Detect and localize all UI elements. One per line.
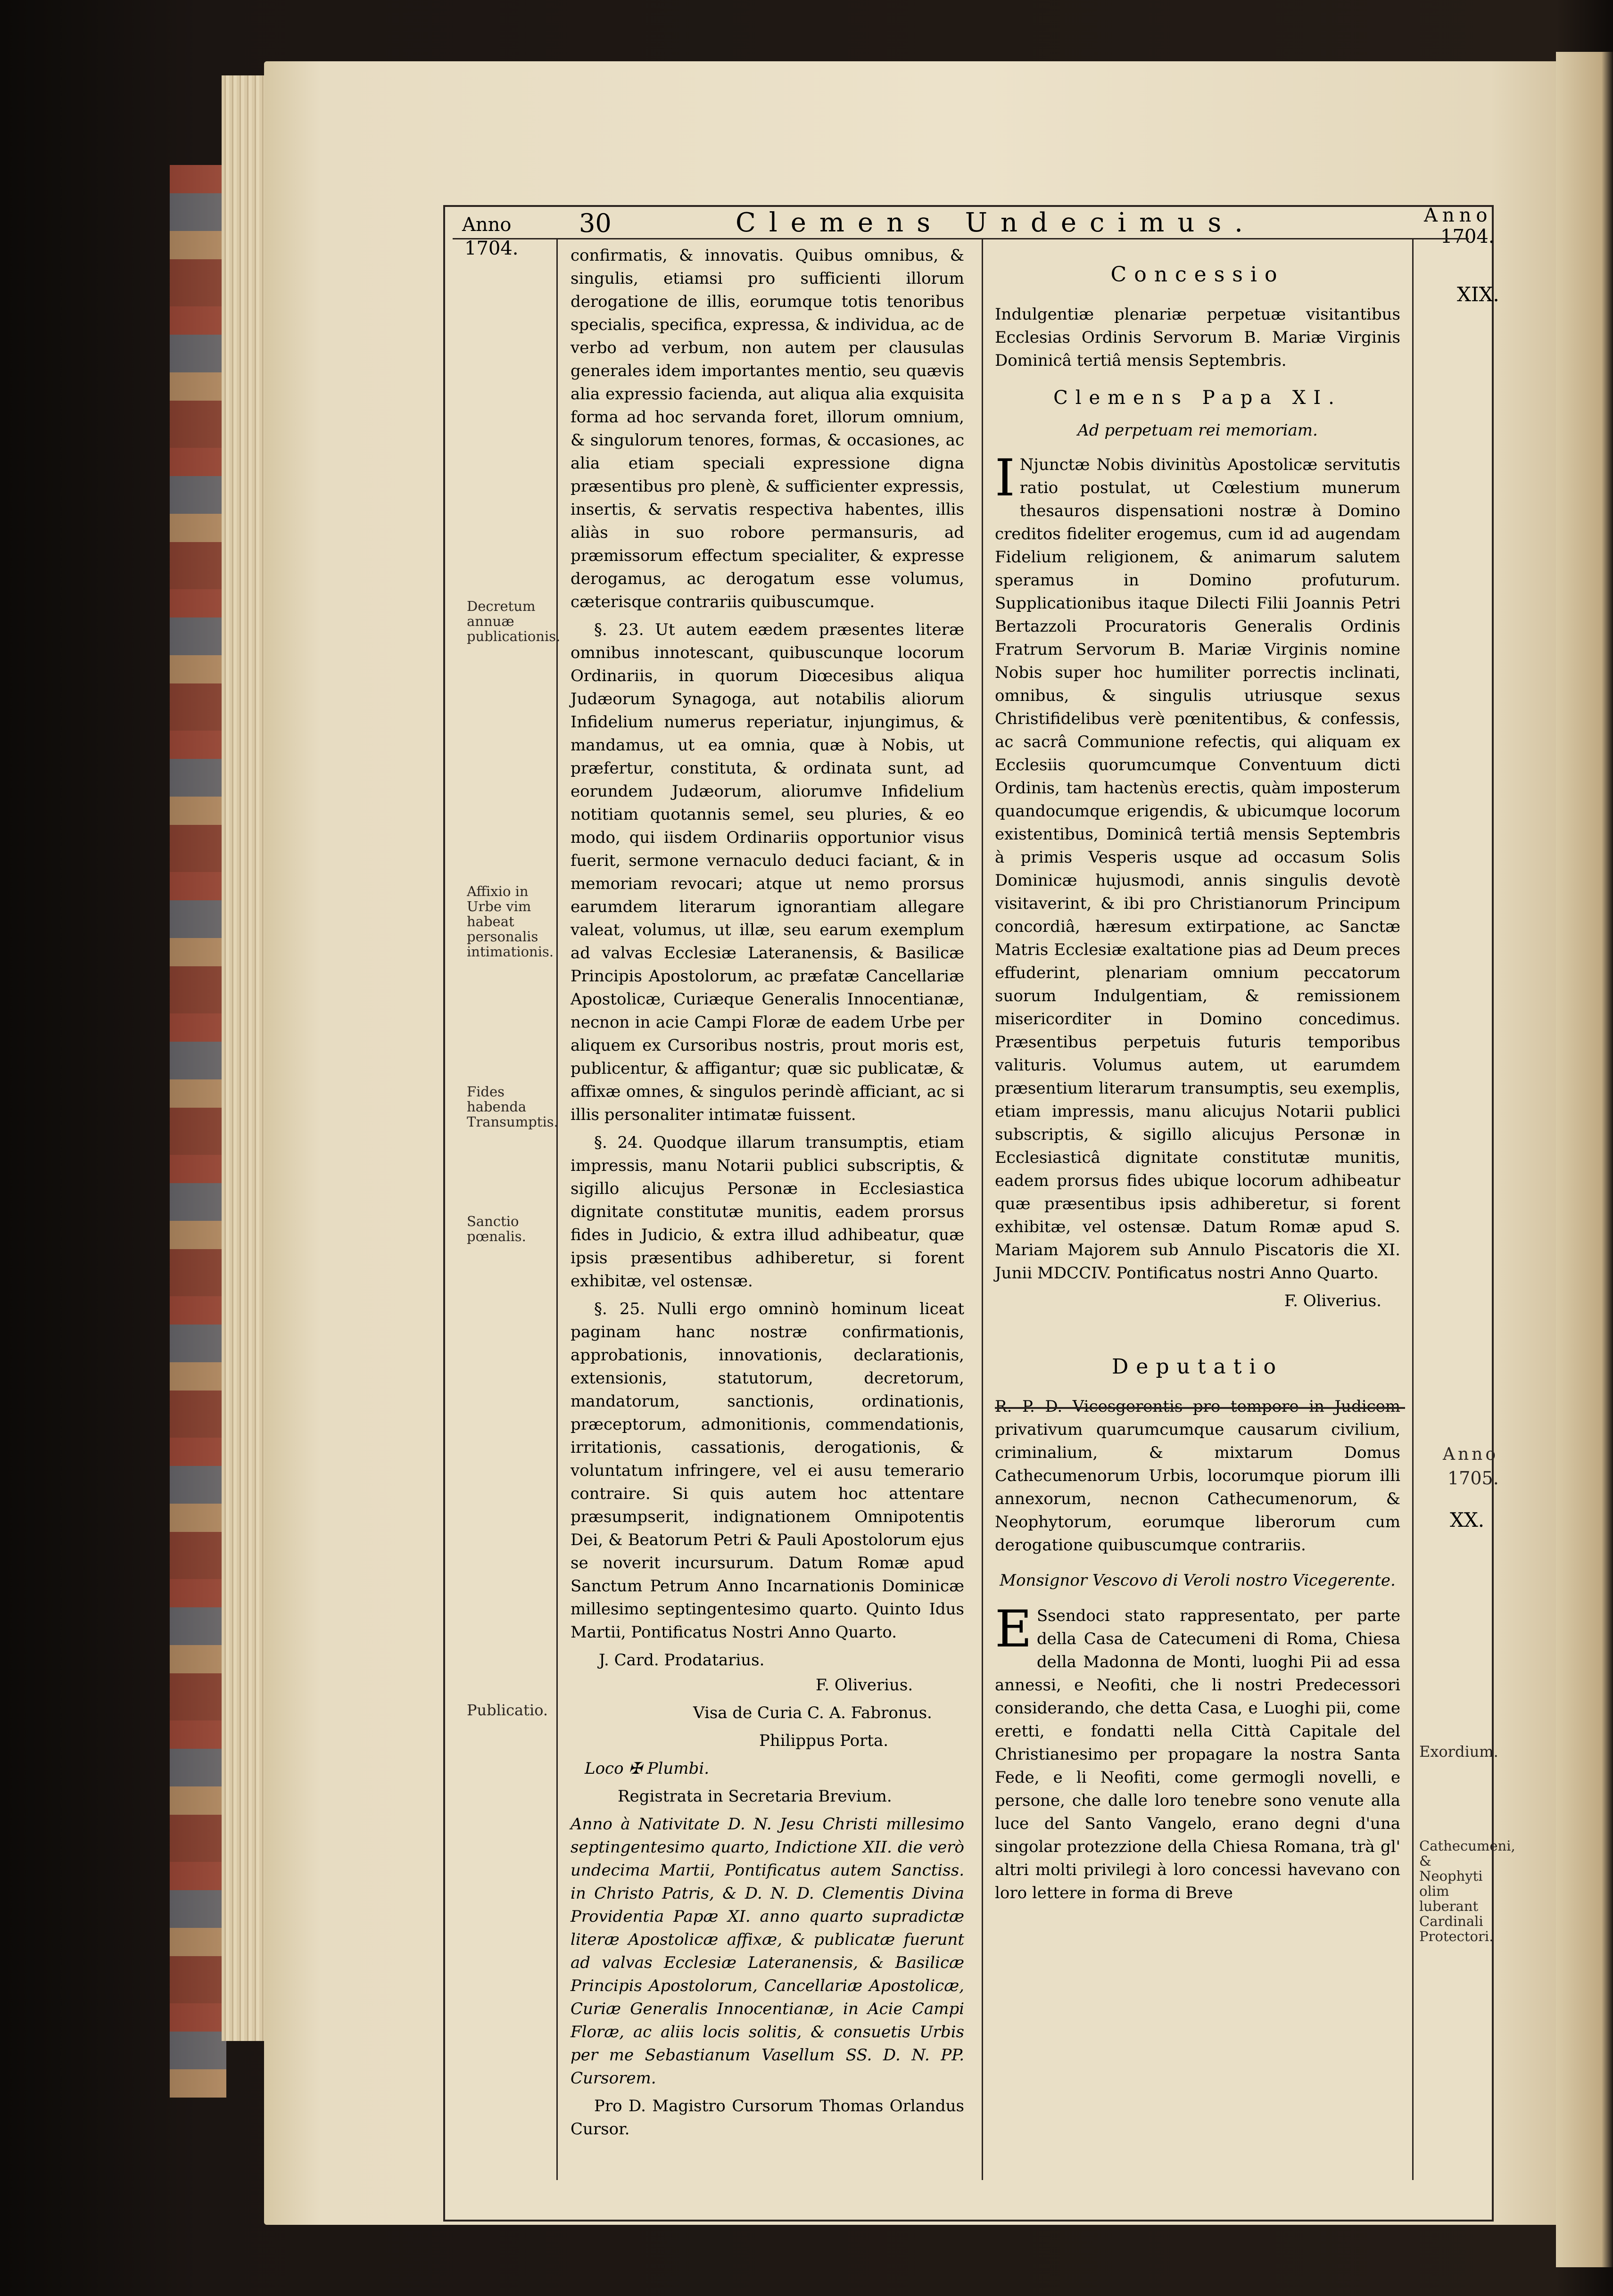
document-number-xx: XX. <box>1450 1508 1485 1531</box>
facing-page-edge <box>1556 52 1613 2267</box>
margin-note-sanctio: Sanctio pœnalis. <box>467 1213 526 1244</box>
left-margin-rule <box>556 238 558 2180</box>
marbled-binding-edge <box>170 165 226 2098</box>
initial-letter-e: E <box>995 1600 1032 1659</box>
publicatio-text: Anno à Nativitate D. N. Jesu Christi millesimo septingentesimo quarto, Indictione XII. die verò undecima Martii, Pontificatus autem Sanctiss. in Christo Patris, & D. N. D. Clementis Divina Providentia Papæ XI. anno quarto supradictæ literæ Apostolicæ affixæ, & publicatæ fuerunt ad valvas Ecclesiæ Lateranensis, & Basilicæ Principis Apostolorum, Cancellariæ Apostolicæ, Curiæ Generalis Innocentianæ, in Acie Campi Floræ, ac aliis locis solitis, & consuetis Urbis per me Sebastianum Vasellum SS. D. N. PP. Cursorem. <box>571 1815 964 2088</box>
registrata-line: Registrata in Secretaria Brevium. <box>618 1787 892 1806</box>
paragraph-24: §. 24. Quodque illarum transumptis, etiam impressis, manu Notarii publici subscriptis, & sigillo alicujus Personæ in Ecclesiastica dignitate constitutæ munitis, eadem prorsus fides in Judicio, & extra illud adhibeatur, quæ ipsis præsentibus adhiberetur, si forent exhibitæ, vel ostensæ. <box>571 1133 964 1291</box>
margin-year-1705: 1705. <box>1448 1468 1499 1489</box>
deputatio-heading: Deputatio <box>1112 1355 1283 1379</box>
section-separator-rule <box>995 1407 1405 1409</box>
running-title: Clemens Undecimus. <box>736 207 1256 238</box>
margin-note-exordium: Exordium. <box>1419 1743 1498 1761</box>
concessio-summary: Indulgentiæ plenariæ perpetuæ visitantibus Ecclesias Ordinis Servorum B. Mariæ Virginis Dominicâ tertiâ mensis Septembris. <box>995 305 1400 370</box>
paragraph-23: §. 23. Ut autem eædem præsentes literæ omnibus innotescant, quibuscunque locorum Ordinariis, in quorum Diœcesibus aliqua Judæorum Synagoga, aut notabilis aliorum Infidelium numerus reperiatur, injungimus, & mandamus, ut ea omnia, quæ à Nobis, ut præfertur, constituta, & ordinata sunt, ad eorundem Judæorum, aliorumve Infidelium notitiam quotannis semel, seu pluries, & eo modo, qui iisdem Ordinariis opportunior visus fuerit, sermone vernaculo deduci faciant, & in memoriam revocari; atque ut nemo prorsus earumdem literarum ignorantiam allegare valeat, volumus, ut illæ, seu earum exemplum ad valvas Ecclesiæ Lateranensis, & Basilicæ Principis Apostolorum, ac præfatæ Cancellariæ Apostolicæ, Curiæque Generalis Innocentianæ, necnon in acie Campi Floræ de eadem Urbe per aliquem ex Cursoribus nostris, prout moris est, publicentur, & affigantur; quæ sic publicatæ, & affixæ omnes, & singulos perindè afficiant, ac si illis personaliter intimatæ fuissent. <box>571 620 964 1124</box>
margin-note-publicatio: Publicatio. <box>467 1701 548 1719</box>
pro-magistro-line: Pro D. Magistro Cursorum Thomas Orlandus Cursor. <box>571 2097 964 2139</box>
page-number: 30 <box>579 208 612 238</box>
header-rule <box>453 238 1469 239</box>
signature-fabronus: Visa de Curia C. A. Fabronus. <box>693 1703 932 1722</box>
continuation-paragraph: confirmatis, & innovatis. Quibus omnibus, & singulis, etiamsi pro sufficienti illorum derogatione de illis, eorumque totis tenoribus specialis, specifica, expressa, & individua, ac de verbo ad verbum, non autem per clausulas generales idem importantes mentio, seu quævis alia expressio facienda, aut aliqua alia exquisita forma ad hoc servanda foret, illorum omnium, & singulorum tenores, formas, & occasiones, ac alia etiam speciali expressione digna præsentibus pro plenè, & sufficienter expressis, insertis, & servatis respectiva habentes, illis aliàs in suo robore permansuris, ad præmissorum effectum specialiter, & expresse derogamus, ac derogatum esse volumus, cæterisque contrariis quibuscumque. <box>571 246 964 611</box>
margin-note-fides: Fides habenda Transumptis. <box>467 1084 558 1130</box>
deputatio-summary: R. P. D. Vicesgerentis pro tempore in Judicem privativum quarumcumque causarum civilium, criminalium, & mixtarum Domus Cathecumenorum Urbis, locorumque piorum illi annexorum, necnon Cathecumenorum, & Neophytorum, eorumque liberorum cum derogatione quibuscumque contrariis. <box>995 1397 1400 1555</box>
left-text-column <box>571 244 964 2146</box>
signature-porta: Philippus Porta. <box>759 1731 889 1750</box>
deputatio-body: Ssendoci stato rappresentato, per parte della Casa de Catecumeni di Roma, Chiesa della Madonna de Monti, luoghi Pii ad essa annessi, e Neofiti, che li nostri Predecessori considerando, che detta Casa, e Luoghi pii, come eretti, e fondatti nella Città Capitale del Christianesimo per propagare la nostra Santa Fede, e li Neofiti, come germogli novelli, e persone, che dalle loro tenebre sono venute alla luce del Santo Vangelo, erano degni d'una singolar protezzione della Chiesa Romana, trà gl' altri molti privilegi à loro concessi havevano con loro lettere in forma di Breve <box>995 1606 1400 1902</box>
right-margin-rule <box>1412 238 1414 2180</box>
signature-oliverius: F. Oliverius. <box>816 1676 913 1695</box>
concessio-signature: F. Oliverius. <box>1284 1292 1381 1310</box>
right-text-column <box>995 244 1400 1909</box>
anno-right-label: Anno <box>1424 205 1492 226</box>
document-number-xix: XIX. <box>1457 283 1499 306</box>
year-right-label: 1704. <box>1440 226 1495 247</box>
concessio-body: Njunctæ Nobis divinitùs Apostolicæ servitutis ratio postulat, ut Cœlestium munerum thesauros dispensationi nostræ à Domino creditos fideliter erogemus, cum id ad augendam Fidelium religionem, & animarum salutem speramus in Domino profuturum. Supplicationibus itaque Dilecti Filii Joannis Petri Bertazzoli Procuratoris Generalis Ordinis Fratrum Servorum B. Mariæ Virginis nomine Nobis super hoc humiliter porrectis inclinati, omnibus, & singulis utriusque sexus Christifidelibus verè pœnitentibus, & confessis, ac sacrâ Communione refectis, qui aliquam ex Ecclesiis quorumcumque Conventuum dicti Ordinis, tam hactenùs erectis, quàm imposterum quandocumque erigendis, & ubicumque locorum existentibus, Dominicâ tertiâ mensis Septembris à primis Vesperis usque ad occasum Solis Dominicæ hujusmodi, annis singulis devotè visitaverint, & ibi pro Christianorum Principum concordiâ, hæresum extirpatione, ac Sanctæ Matris Ecclesiæ exaltatione pias ad Deum preces effuderint, plenariam omnium peccatorum suorum Indulgentiam, & remissionem misericorditer in Domino concedimus. Præsentibus perpetuis futuris temporibus valituris. Volumus autem, ut earumdem præsentium literarum transumptis, seu exemplis, etiam impressis, manu alicujus Notarii publici subscriptis, & sigillo alicujus Personæ in Ecclesiasticâ dignitate constitutæ munitis, eadem prorsus fides ubique locorum adhibeatur quæ præsentibus ipsis adhiberetur, si forent exhibitæ, vel ostensæ. Datum Romæ apud S. Mariam Majorem sub Annulo Piscatoris die XI. Junii MDCCIV. Pontificatus nostri Anno Quarto. <box>995 455 1400 1283</box>
concessio-heading: Concessio <box>1110 263 1285 287</box>
pope-heading: Clemens Papa XI. <box>1053 387 1342 409</box>
ad-perpetuam-line: Ad perpetuam rei memoriam. <box>1077 421 1318 440</box>
initial-letter-i: I <box>995 449 1015 508</box>
margin-note-affixio: Affixio in Urbe vim habeat personalis intimationis. <box>467 883 554 960</box>
margin-note-decretum: Decretum annuæ publicationis. <box>467 598 561 644</box>
margin-anno-1705: Anno <box>1443 1445 1499 1464</box>
margin-note-cathecumeni: Cathecumeni, & Neophyti olim luberant Cardinali Protectori. <box>1419 1838 1515 1944</box>
signature-prodatarius: J. Card. Prodatarius. <box>599 1651 765 1670</box>
paragraph-25: §. 25. Nulli ergo omninò hominum liceat paginam hanc nostræ confirmationis, approbationis, innovationis, declarationis, extensionis, statutorum, decretorum, mandatorum, sanctionis, ordinationis, præceptorum, admonitionis, commendationis, irritationis, cassationis, derogationis, & voluntatum infringere, vel ei ausu temerario contraire. Si quis autem hoc attentare præsumpserit, indignationem Omnipotentis Dei, & Beatorum Petri & Pauli Apostolorum ejus se noverit incursurum. Datum Romæ apud Sanctum Petrum Anno Incarnationis Dominicæ millesimo septingentesimo quarto. Quinto Idus Martii, Pontificatus Nostri Anno Quarto. <box>571 1300 964 1642</box>
year-left-label: 1704. <box>464 238 519 259</box>
loco-plumbi: Loco ✠ Plumbi. <box>585 1759 709 1778</box>
column-divider-rule <box>982 238 983 2180</box>
monsignor-line: Monsignor Vescovo di Veroli nostro Vicegerente. <box>1000 1571 1396 1590</box>
anno-left-label: Anno <box>462 214 512 236</box>
